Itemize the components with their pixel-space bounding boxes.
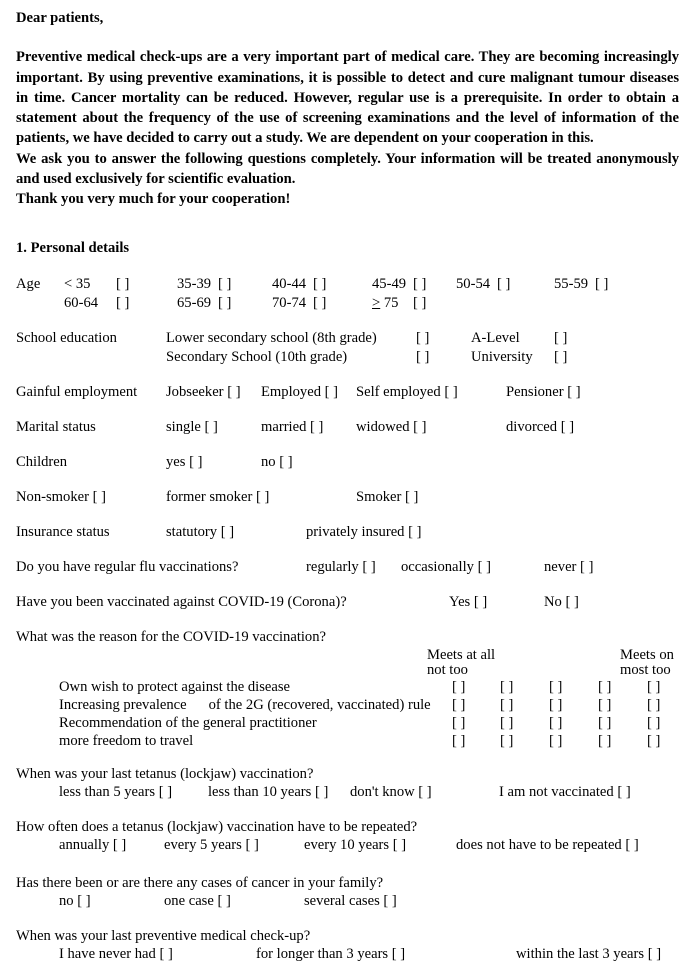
age-option-60-64-label: 60-64 <box>64 295 99 311</box>
salutation: Dear patients, <box>16 10 104 26</box>
matrix-checkbox-own-wish-5[interactable]: [ ] <box>647 679 661 695</box>
matrix-scale-left-line2: not too <box>427 662 468 678</box>
tetanus-last-option-less-10-years[interactable]: less than 10 years [ ] <box>208 784 329 800</box>
marital-option-married[interactable]: married [ ] <box>261 419 324 435</box>
school-option-a-level-checkbox[interactable]: [ ] <box>554 330 568 346</box>
intro-paragraph-3: Thank you very much for your cooperation! <box>16 191 291 208</box>
age-option-45-49-label: 45-49 <box>372 276 407 292</box>
employment-label: Gainful employment <box>16 384 138 400</box>
insurance-status-label: Insurance status <box>16 524 110 540</box>
age-option-45-49-checkbox[interactable]: [ ] <box>413 276 427 292</box>
smoking-option-former-smoker[interactable]: former smoker [ ] <box>166 489 270 505</box>
matrix-row-label-2g-part1: Increasing prevalence <box>59 697 187 713</box>
smoking-option-smoker[interactable]: Smoker [ ] <box>356 489 419 505</box>
tetanus-last-option-not-vaccinated[interactable]: I am not vaccinated [ ] <box>499 784 631 800</box>
marital-option-widowed[interactable]: widowed [ ] <box>356 419 427 435</box>
matrix-checkbox-gp-4[interactable]: [ ] <box>598 715 612 731</box>
intro-paragraph-1: Preventive medical check-ups are a very important part of medical care. They are becoming increasingly important. By using preventive examinations, it is possible to detect and cure malignant tumour diseases in time. Cancer mortality can be reduced. However, regular use is a prerequisite. In order to obtain a statement about the frequency of the use of screening examinations and the level of information of the patients, we have decided to carry out a study. We are dependent on your cooperation in this. <box>16 49 679 147</box>
matrix-scale-left-line1: Meets at all <box>427 647 496 663</box>
tetanus-repeat-option-not-repeated[interactable]: does not have to be repeated [ ] <box>456 837 639 853</box>
school-option-secondary-checkbox[interactable]: [ ] <box>416 349 430 365</box>
matrix-checkbox-travel-4[interactable]: [ ] <box>598 733 612 749</box>
age-option-75-plus-checkbox[interactable]: [ ] <box>413 295 427 311</box>
age-option-55-59-checkbox[interactable]: [ ] <box>595 276 609 292</box>
matrix-row-label-own-wish: Own wish to protect against the disease <box>59 679 291 695</box>
employment-option-pensioner[interactable]: Pensioner [ ] <box>506 384 581 400</box>
matrix-checkbox-2g-rule-3[interactable]: [ ] <box>549 697 563 713</box>
covid-reason-question: What was the reason for the COVID-19 vaccination? <box>16 629 327 645</box>
insurance-option-privately-insured[interactable]: privately insured [ ] <box>306 524 422 540</box>
school-option-lower-secondary-checkbox[interactable]: [ ] <box>416 330 430 346</box>
intro-paragraph-2: We ask you to answer the following questions completely. Your information will be treated anonymously and used exclusively for scientific evaluation. <box>16 150 679 188</box>
cancer-family-option-several-cases[interactable]: several cases [ ] <box>304 893 397 909</box>
tetanus-repeat-option-every-10-years[interactable]: every 10 years [ ] <box>304 837 407 853</box>
matrix-checkbox-travel-1[interactable]: [ ] <box>452 733 466 749</box>
age-option-35-39-label: 35-39 <box>177 276 212 292</box>
tetanus-last-option-dont-know[interactable]: don't know [ ] <box>350 784 432 800</box>
age-label: Age <box>16 276 41 292</box>
age-option-60-64-checkbox[interactable]: [ ] <box>116 295 130 311</box>
matrix-checkbox-own-wish-2[interactable]: [ ] <box>500 679 514 695</box>
school-option-secondary-label: Secondary School (10th grade) <box>166 349 348 365</box>
last-checkup-option-longer-than-3-years[interactable]: for longer than 3 years [ ] <box>256 946 406 962</box>
age-option-70-74-label: 70-74 <box>272 295 307 311</box>
tetanus-repeat-option-annually[interactable]: annually [ ] <box>59 837 127 853</box>
matrix-checkbox-gp-2[interactable]: [ ] <box>500 715 514 731</box>
matrix-row-label-freedom-travel: more freedom to travel <box>59 733 194 749</box>
matrix-scale-right-line2: most too <box>620 662 671 678</box>
matrix-row-label-2g-rule <box>59 696 431 714</box>
matrix-checkbox-own-wish-1[interactable]: [ ] <box>452 679 466 695</box>
age-option-70-74-checkbox[interactable]: [ ] <box>313 295 327 311</box>
marital-option-single[interactable]: single [ ] <box>166 419 218 435</box>
flu-option-occasionally[interactable]: occasionally [ ] <box>401 559 491 575</box>
matrix-checkbox-2g-rule-2[interactable]: [ ] <box>500 697 514 713</box>
greater-equal-icon: > <box>372 295 381 311</box>
tetanus-last-question: When was your last tetanus (lockjaw) vaccination? <box>16 766 314 782</box>
school-education-label: School education <box>16 330 117 346</box>
children-label: Children <box>16 454 68 470</box>
cancer-family-option-no[interactable]: no [ ] <box>59 893 91 909</box>
school-option-lower-secondary-label: Lower secondary school (8th grade) <box>166 330 377 346</box>
matrix-checkbox-gp-1[interactable]: [ ] <box>452 715 466 731</box>
section-heading-personal-details: 1. Personal details <box>16 240 130 256</box>
age-option-65-69-checkbox[interactable]: [ ] <box>218 295 232 311</box>
matrix-checkbox-own-wish-4[interactable]: [ ] <box>598 679 612 695</box>
matrix-checkbox-own-wish-3[interactable]: [ ] <box>549 679 563 695</box>
tetanus-last-option-less-5-years[interactable]: less than 5 years [ ] <box>59 784 173 800</box>
matrix-row-label-gp-recommendation: Recommendation of the general practitioner <box>59 715 317 731</box>
age-option-75-plus-label <box>372 294 398 313</box>
covid-vaccinated-option-yes[interactable]: Yes [ ] <box>449 594 488 610</box>
marital-status-label: Marital status <box>16 419 96 435</box>
age-option-65-69-label: 65-69 <box>177 295 212 311</box>
school-option-university-checkbox[interactable]: [ ] <box>554 349 568 365</box>
matrix-checkbox-travel-2[interactable]: [ ] <box>500 733 514 749</box>
age-option-50-54-checkbox[interactable]: [ ] <box>497 276 511 292</box>
cancer-family-option-one-case[interactable]: one case [ ] <box>164 893 231 909</box>
matrix-checkbox-travel-3[interactable]: [ ] <box>549 733 563 749</box>
age-option-75-plus-value: 75 <box>380 295 399 311</box>
last-checkup-question: When was your last preventive medical check-up? <box>16 928 311 944</box>
tetanus-repeat-question: How often does a tetanus (lockjaw) vaccination have to be repeated? <box>16 819 418 835</box>
age-option-under-35-label: < 35 <box>64 276 91 292</box>
flu-option-regularly[interactable]: regularly [ ] <box>306 559 376 575</box>
flu-vaccination-question: Do you have regular flu vaccinations? <box>16 559 239 575</box>
school-option-university-label: University <box>471 349 533 365</box>
employment-option-employed[interactable]: Employed [ ] <box>261 384 339 400</box>
matrix-checkbox-gp-3[interactable]: [ ] <box>549 715 563 731</box>
matrix-checkbox-travel-5[interactable]: [ ] <box>647 733 661 749</box>
covid-vaccinated-question: Have you been vaccinated against COVID-19 (Corona)? <box>16 594 347 610</box>
age-option-40-44-checkbox[interactable]: [ ] <box>313 276 327 292</box>
age-option-40-44-label: 40-44 <box>272 276 307 292</box>
insurance-option-statutory[interactable]: statutory [ ] <box>166 524 235 540</box>
smoking-option-non-smoker[interactable]: Non-smoker [ ] <box>16 489 106 505</box>
covid-vaccinated-option-no[interactable]: No [ ] <box>544 594 579 610</box>
matrix-checkbox-2g-rule-4[interactable]: [ ] <box>598 697 612 713</box>
children-option-yes[interactable]: yes [ ] <box>166 454 203 470</box>
age-option-50-54-label: 50-54 <box>456 276 491 292</box>
tetanus-repeat-option-every-5-years[interactable]: every 5 years [ ] <box>164 837 259 853</box>
intro-letter <box>16 8 679 210</box>
age-option-55-59-label: 55-59 <box>554 276 589 292</box>
cancer-family-question: Has there been or are there any cases of cancer in your family? <box>16 875 384 891</box>
matrix-checkbox-gp-5[interactable]: [ ] <box>647 715 661 731</box>
marital-option-divorced[interactable]: divorced [ ] <box>506 419 575 435</box>
matrix-checkbox-2g-rule-1[interactable]: [ ] <box>452 697 466 713</box>
matrix-row-label-2g-part2: of the 2G (recovered, vaccinated) rule <box>208 697 431 713</box>
last-checkup-option-never[interactable]: I have never had [ ] <box>59 946 173 962</box>
flu-option-never[interactable]: never [ ] <box>544 559 594 575</box>
age-option-35-39-checkbox[interactable]: [ ] <box>218 276 232 292</box>
employment-option-jobseeker[interactable]: Jobseeker [ ] <box>166 384 241 400</box>
employment-option-self-employed[interactable]: Self employed [ ] <box>356 384 458 400</box>
school-option-a-level-label: A-Level <box>471 330 520 346</box>
matrix-scale-right-line1: Meets on <box>620 647 674 663</box>
children-option-no[interactable]: no [ ] <box>261 454 293 470</box>
last-checkup-option-within-3-years[interactable]: within the last 3 years [ ] <box>516 946 662 962</box>
age-option-under-35-checkbox[interactable]: [ ] <box>116 276 130 292</box>
matrix-checkbox-2g-rule-5[interactable]: [ ] <box>647 697 661 713</box>
